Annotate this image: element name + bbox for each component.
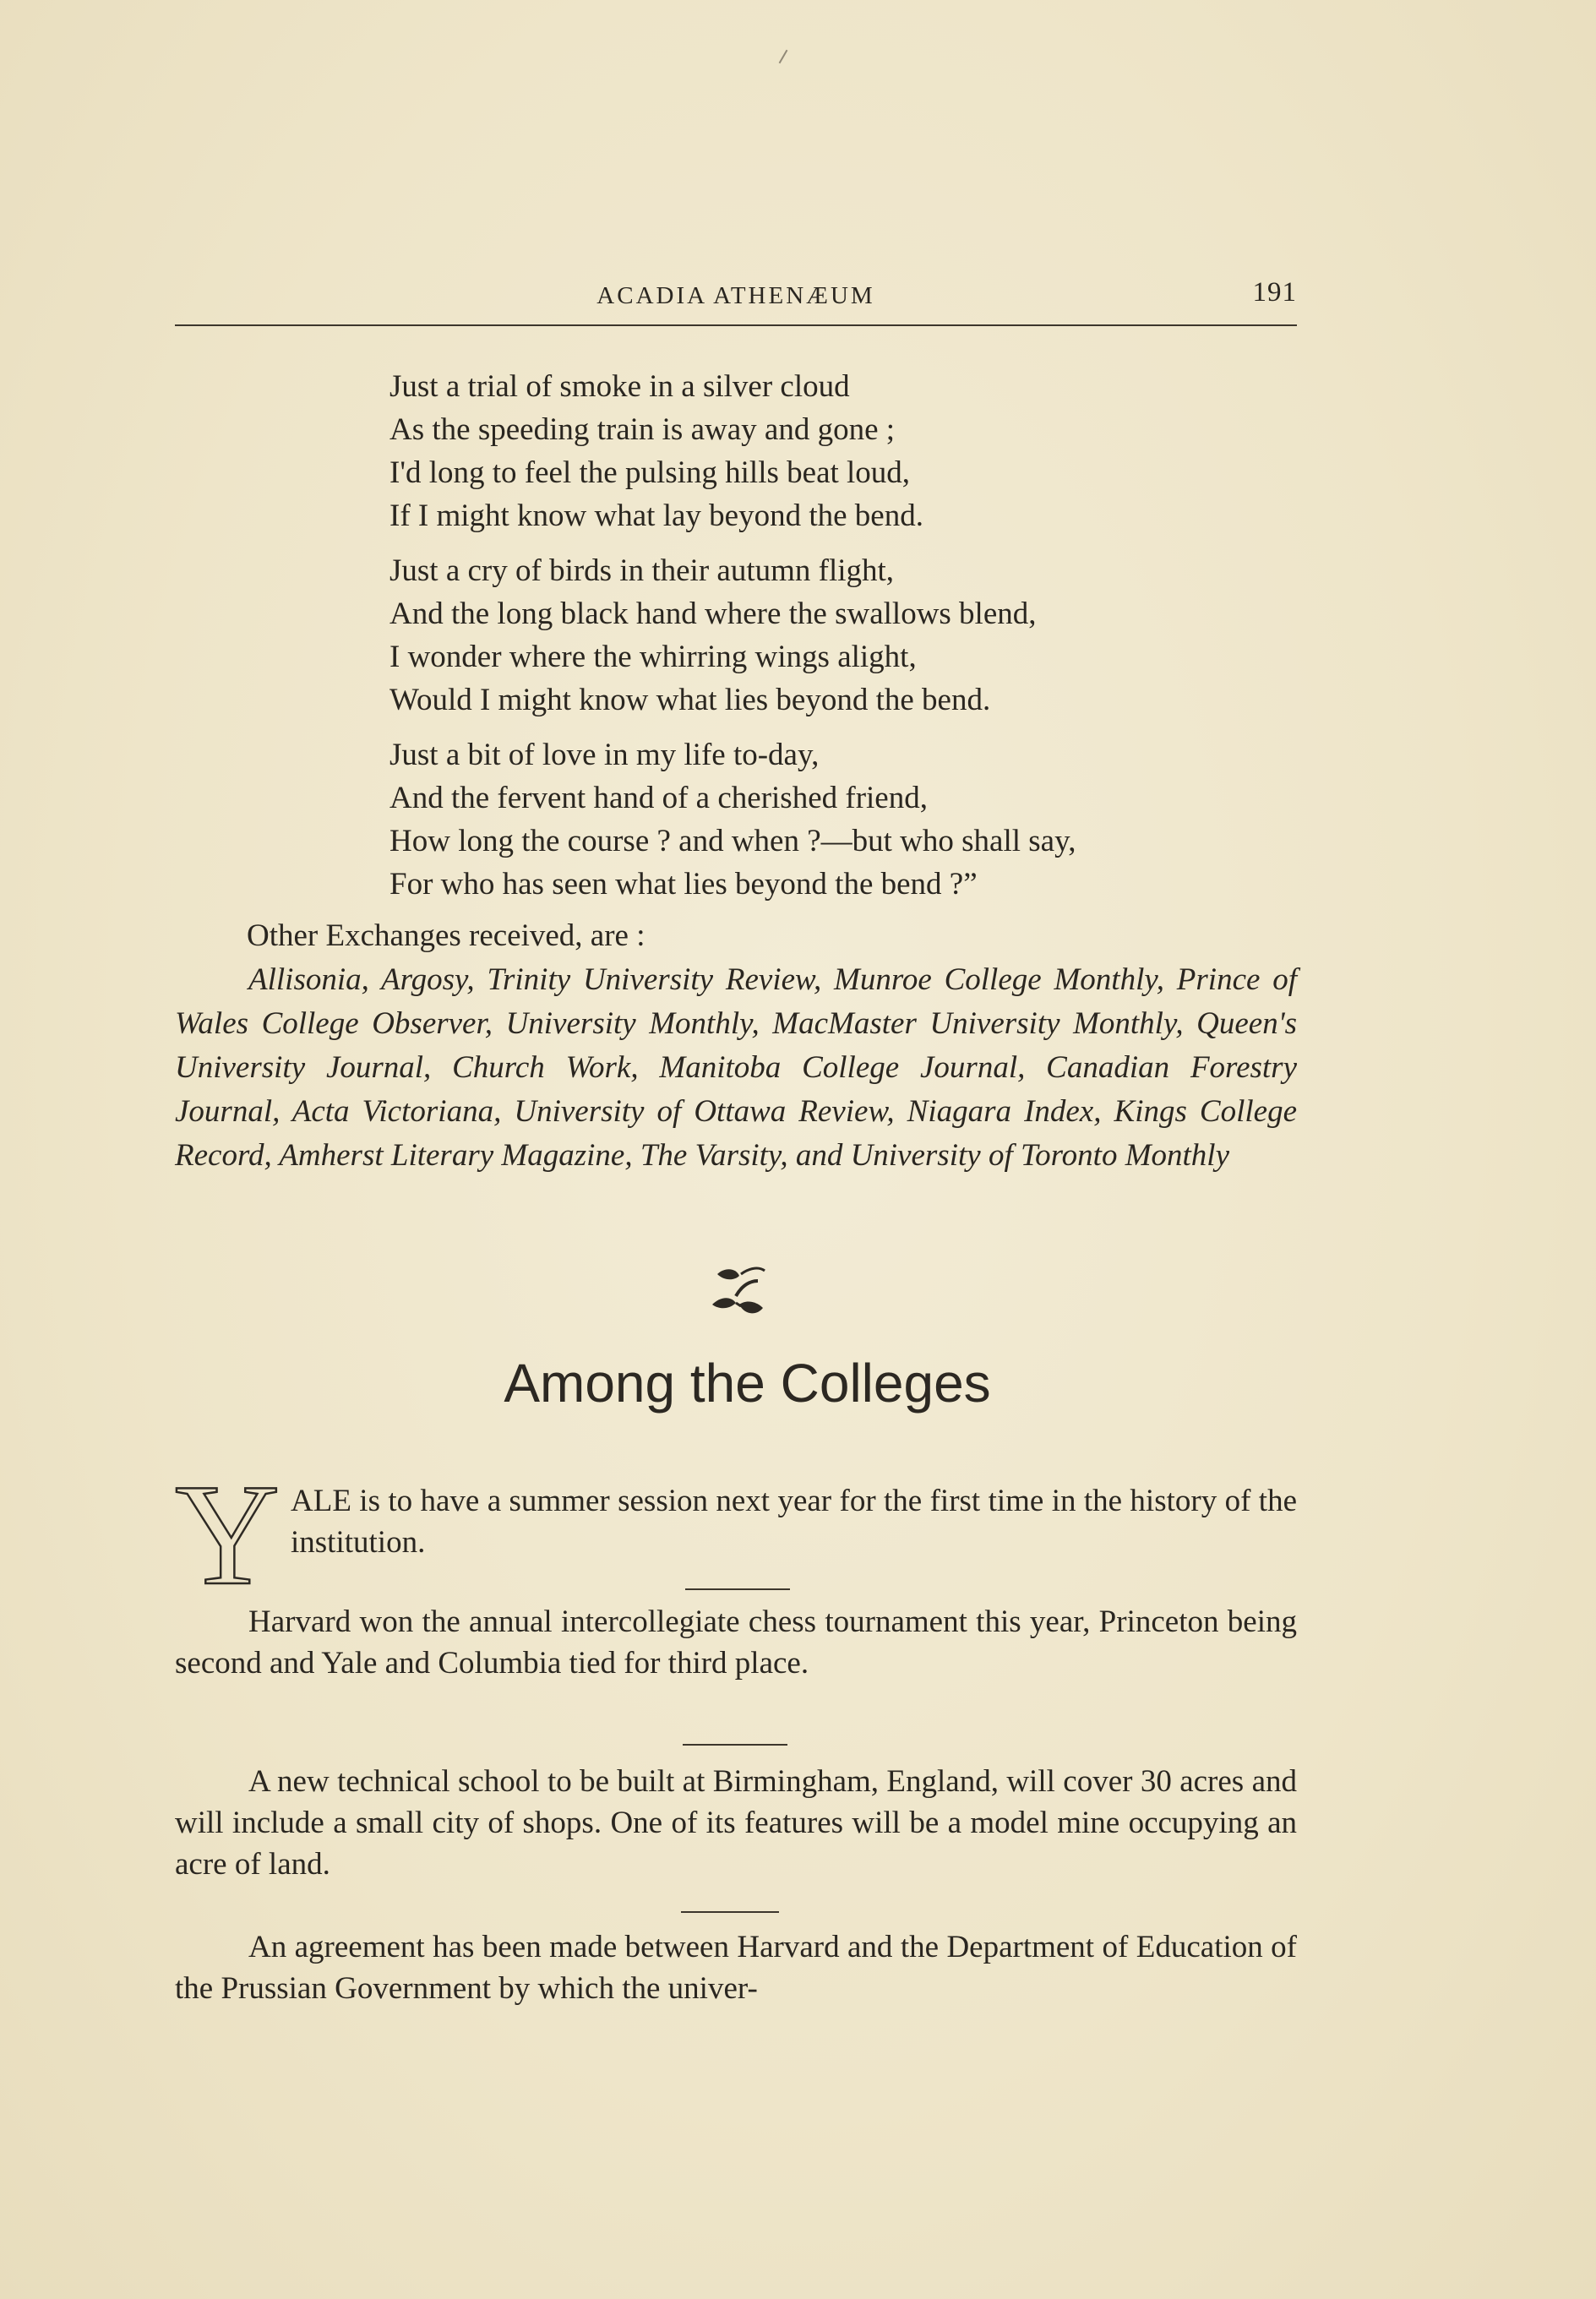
poem (389, 365, 1302, 918)
poem-line: I'd long to feel the pulsing hills beat loud, (389, 455, 911, 490)
poem-line: Just a trial of smoke in a silver cloud (389, 369, 850, 404)
exchanges-intro: Other Exchanges received, are : (247, 918, 645, 953)
header-rule (175, 324, 1297, 326)
poem-line: And the long black hand where the swallows blend, (389, 597, 1037, 631)
section-heading: Among the Colleges (504, 1353, 991, 1414)
paragraph-harvard-agreement: An agreement has been made between Harvard and the Department of Education of the Prussian Government by which the univer- (175, 1930, 1297, 2006)
svg-text:Y: Y (175, 1455, 281, 1615)
poem-line: How long the course ? and when ?—but who shall say, (389, 824, 1076, 858)
poem-stanza (389, 365, 1302, 537)
separator-rule (683, 1744, 787, 1746)
fleuron-ornament-icon (702, 1262, 778, 1321)
poem-line: If I might know what lay beyond the bend. (389, 498, 923, 533)
exchanges-list: Allisonia, Argosy, Trinity University Review, Munroe College Monthly, Prince of Wales College Observer, University Monthly, MacMaster University Monthly, Queen's University Journal, Church Work, Manitoba College Journal, Canadian Forestry Journal, Acta Victoriana, University of Ottawa Review, Niagara Index, Kings College Record, Amherst Literary Magazine, The Varsity, and University of Toronto Monthly (175, 962, 1297, 1173)
separator-rule (681, 1911, 779, 1913)
poem-stanza (389, 733, 1302, 906)
running-title: ACADIA ATHENÆUM (596, 282, 875, 309)
page-number: 191 (1252, 277, 1297, 308)
poem-line: And the fervent hand of a cherished friend, (389, 781, 928, 815)
paragraph-technical-school: A new technical school to be built at Birmingham, England, will cover 30 acres and will include a small city of shops. One of its features will be a model mine occupying an acre of land. (175, 1764, 1297, 1882)
paragraph-yale: ALE is to have a summer session next year for the first time in the history of the institution. (291, 1484, 1297, 1560)
poem-line: Just a bit of love in my life to-day, (389, 738, 820, 772)
ink-mark (779, 50, 788, 64)
poem-line: As the speeding train is away and gone ; (389, 412, 896, 447)
poem-stanza (389, 549, 1302, 722)
separator-rule (685, 1588, 790, 1590)
paragraph-chess: Harvard won the annual intercollegiate chess tournament this year, Princeton being second and Yale and Columbia tied for third place. (175, 1604, 1297, 1681)
running-head (175, 277, 1297, 319)
poem-line: Just a cry of birds in their autumn flight, (389, 553, 895, 588)
drop-cap-y (175, 1455, 281, 1615)
poem-line: Would I might know what lies beyond the bend. (389, 683, 991, 717)
poem-line: For who has seen what lies beyond the bend ?” (389, 867, 978, 902)
poem-line: I wonder where the whirring wings alight, (389, 640, 917, 674)
